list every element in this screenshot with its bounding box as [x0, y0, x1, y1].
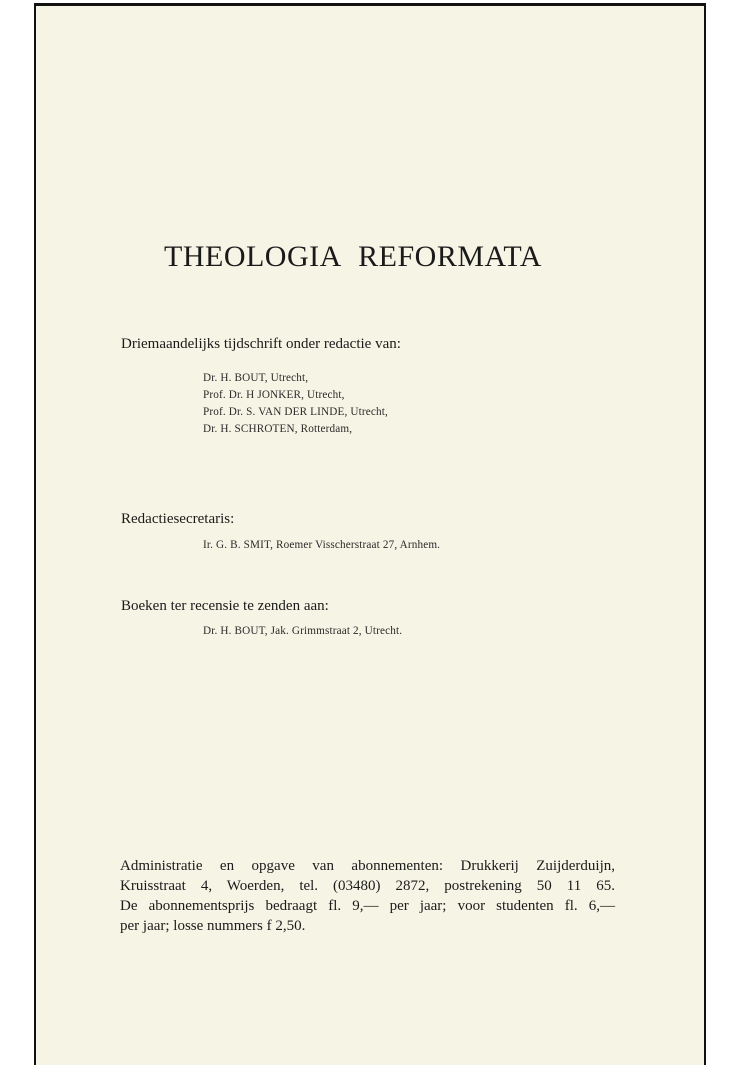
reviews-entry: Dr. H. BOUT, Jak. Grimmstraat 2, Utrecht.: [203, 625, 403, 637]
administration-block: [120, 856, 615, 936]
administration-line: Kruisstraat 4, Woerden, tel. (03480) 2872, postrekening 50 11 65.: [120, 878, 615, 894]
editor-list: [203, 370, 388, 438]
secretary-entry: Ir. G. B. SMIT, Roemer Visscherstraat 27, Arnhem.: [203, 539, 441, 551]
editor-entry: Dr. H. SCHROTEN, Rotterdam,: [203, 423, 353, 435]
editorial-heading: Driemaandelijks tijdschrift onder redactie van:: [121, 336, 401, 352]
document-page: [34, 3, 706, 1065]
journal-title: THEOLOGIA REFORMATA: [164, 240, 542, 273]
administration-line: per jaar; losse nummers f 2,50.: [120, 918, 306, 934]
administration-line: De abonnementsprijs bedraagt fl. 9,— per jaar; voor studenten fl. 6,—: [120, 898, 615, 914]
editor-entry: Prof. Dr. H JONKER, Utrecht,: [203, 389, 345, 401]
editor-entry: Prof. Dr. S. VAN DER LINDE, Utrecht,: [203, 406, 388, 418]
administration-line: Administratie en opgave van abonnementen: Drukkerij Zuijderduijn,: [120, 858, 615, 874]
right-border-rule: [704, 3, 706, 1065]
secretary-heading: Redactiesecretaris:: [121, 511, 235, 527]
reviews-heading: Boeken ter recensie te zenden aan:: [121, 598, 329, 614]
editor-entry: Dr. H. BOUT, Utrecht,: [203, 372, 309, 384]
